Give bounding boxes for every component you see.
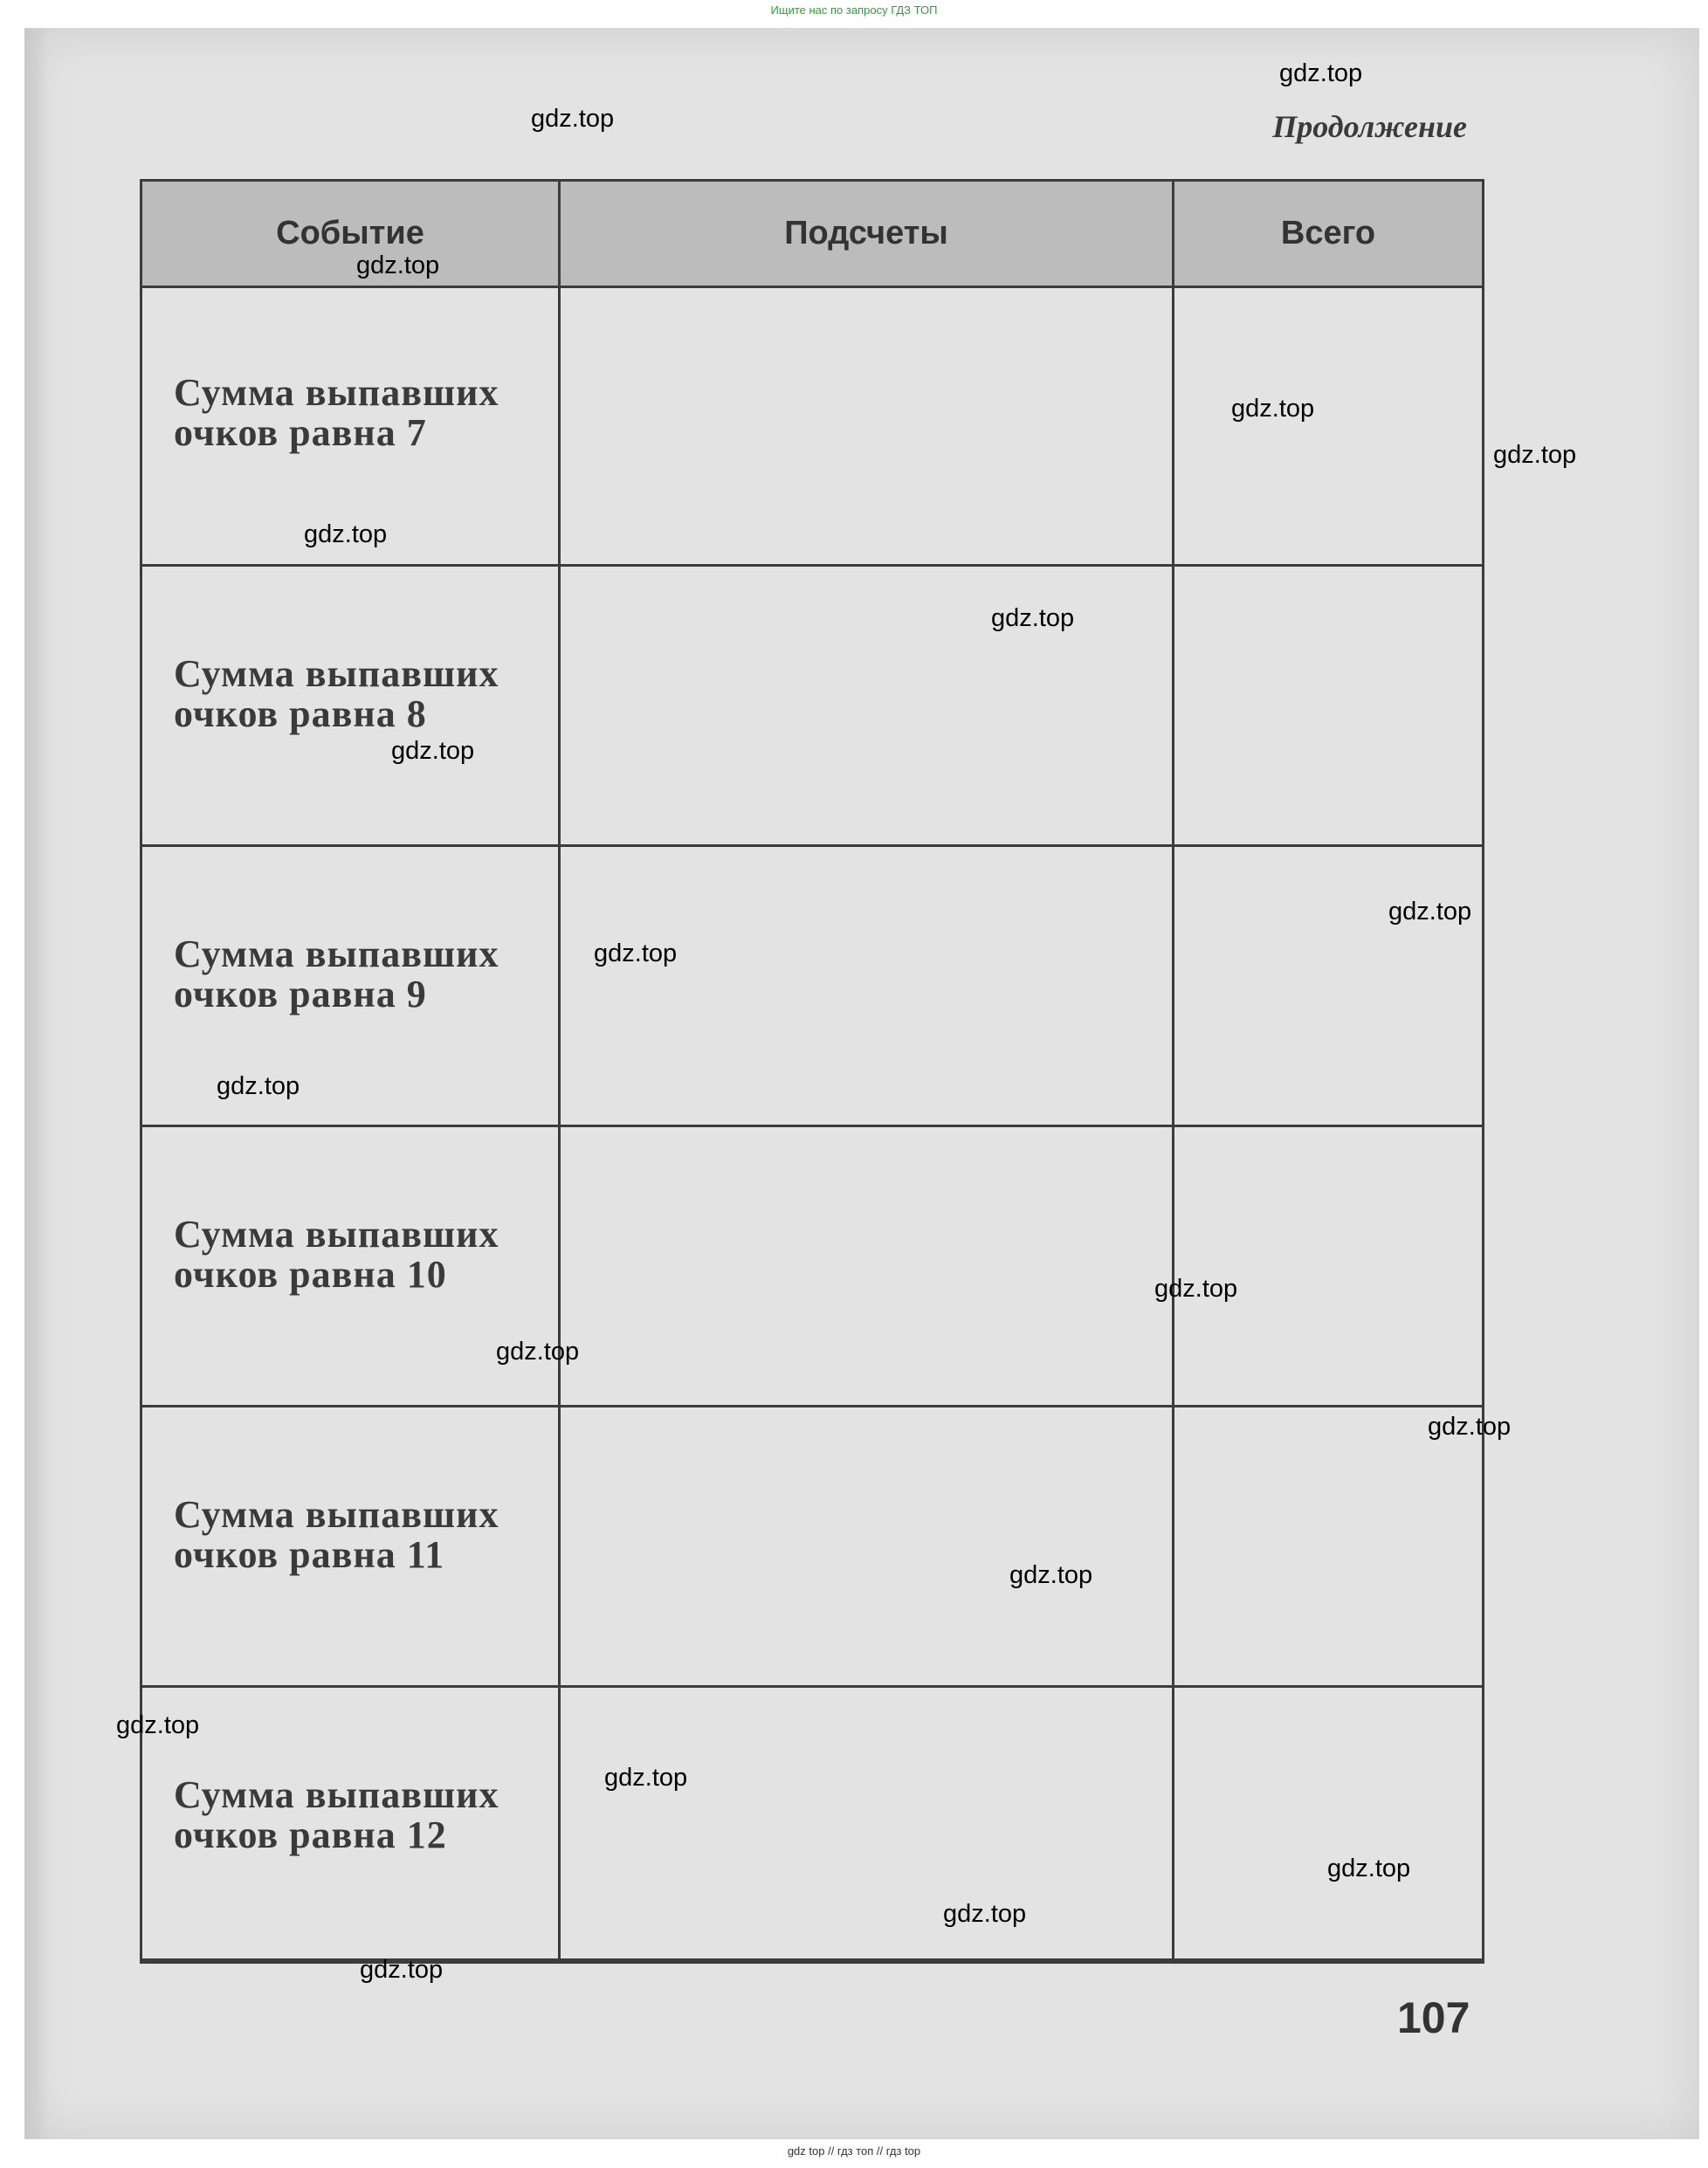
page-number: 107 bbox=[1397, 1993, 1470, 2042]
watermark: gdz.top bbox=[1231, 395, 1315, 423]
watermark: gdz.top bbox=[496, 1338, 580, 1366]
event-line-2: очков равна 10 bbox=[174, 1253, 447, 1296]
watermark: gdz.top bbox=[1493, 441, 1577, 469]
bottom-banner[interactable]: gdz top // гдз топ // гдз top bbox=[787, 2144, 921, 2158]
event-line-2: очков равна 8 bbox=[174, 692, 427, 735]
watermark: gdz.top bbox=[217, 1072, 300, 1100]
watermark: gdz.top bbox=[1279, 59, 1363, 87]
event-cell bbox=[174, 934, 541, 1015]
watermark: gdz.top bbox=[991, 604, 1075, 632]
watermark: gdz.top bbox=[116, 1711, 200, 1739]
continuation-label: Продолжение bbox=[1272, 109, 1467, 144]
watermark: gdz.top bbox=[604, 1764, 688, 1792]
watermark: gdz.top bbox=[594, 939, 678, 967]
table-row bbox=[142, 1127, 1482, 1407]
event-cell bbox=[174, 373, 541, 453]
watermark: gdz.top bbox=[1009, 1561, 1093, 1589]
watermark: gdz.top bbox=[1428, 1413, 1512, 1441]
event-cell bbox=[174, 1495, 541, 1575]
watermark: gdz.top bbox=[943, 1900, 1027, 1928]
header-event: Событие bbox=[276, 215, 424, 251]
event-line-2: очков равна 9 bbox=[174, 973, 427, 1015]
column-divider bbox=[558, 182, 561, 1961]
watermark: gdz.top bbox=[304, 520, 388, 548]
header-total: Всего bbox=[1280, 215, 1376, 251]
event-cell bbox=[174, 1775, 541, 1855]
watermark: gdz.top bbox=[1327, 1855, 1411, 1882]
event-line-1: Сумма выпавших bbox=[174, 652, 499, 695]
watermark: gdz.top bbox=[391, 737, 475, 765]
table-row bbox=[142, 1688, 1482, 1961]
table-header bbox=[142, 182, 1482, 288]
event-line-2: очков равна 12 bbox=[174, 1814, 447, 1856]
table-row bbox=[142, 1407, 1482, 1688]
watermark: gdz.top bbox=[1388, 898, 1472, 926]
watermark: gdz.top bbox=[360, 1956, 444, 1984]
event-line-1: Сумма выпавших bbox=[174, 1493, 499, 1536]
event-line-1: Сумма выпавших bbox=[174, 1213, 499, 1256]
event-line-1: Сумма выпавших bbox=[174, 1773, 499, 1816]
watermark: gdz.top bbox=[531, 105, 615, 133]
event-cell bbox=[174, 654, 541, 734]
page-spine-shadow bbox=[24, 28, 49, 2139]
events-table bbox=[140, 179, 1484, 1964]
event-line-1: Сумма выпавших bbox=[174, 371, 499, 414]
top-banner[interactable]: Ищите нас по запросу ГДЗ ТОП bbox=[770, 3, 938, 17]
table-row bbox=[142, 847, 1482, 1127]
header-tally: Подсчеты bbox=[784, 215, 948, 251]
event-cell bbox=[174, 1215, 541, 1295]
column-divider bbox=[1172, 182, 1174, 1961]
watermark: gdz.top bbox=[1154, 1275, 1238, 1303]
watermark: gdz.top bbox=[356, 251, 440, 279]
event-line-1: Сумма выпавших bbox=[174, 933, 499, 975]
event-line-2: очков равна 7 bbox=[174, 411, 427, 454]
table-row bbox=[142, 567, 1482, 847]
event-line-2: очков равна 11 bbox=[174, 1533, 445, 1576]
